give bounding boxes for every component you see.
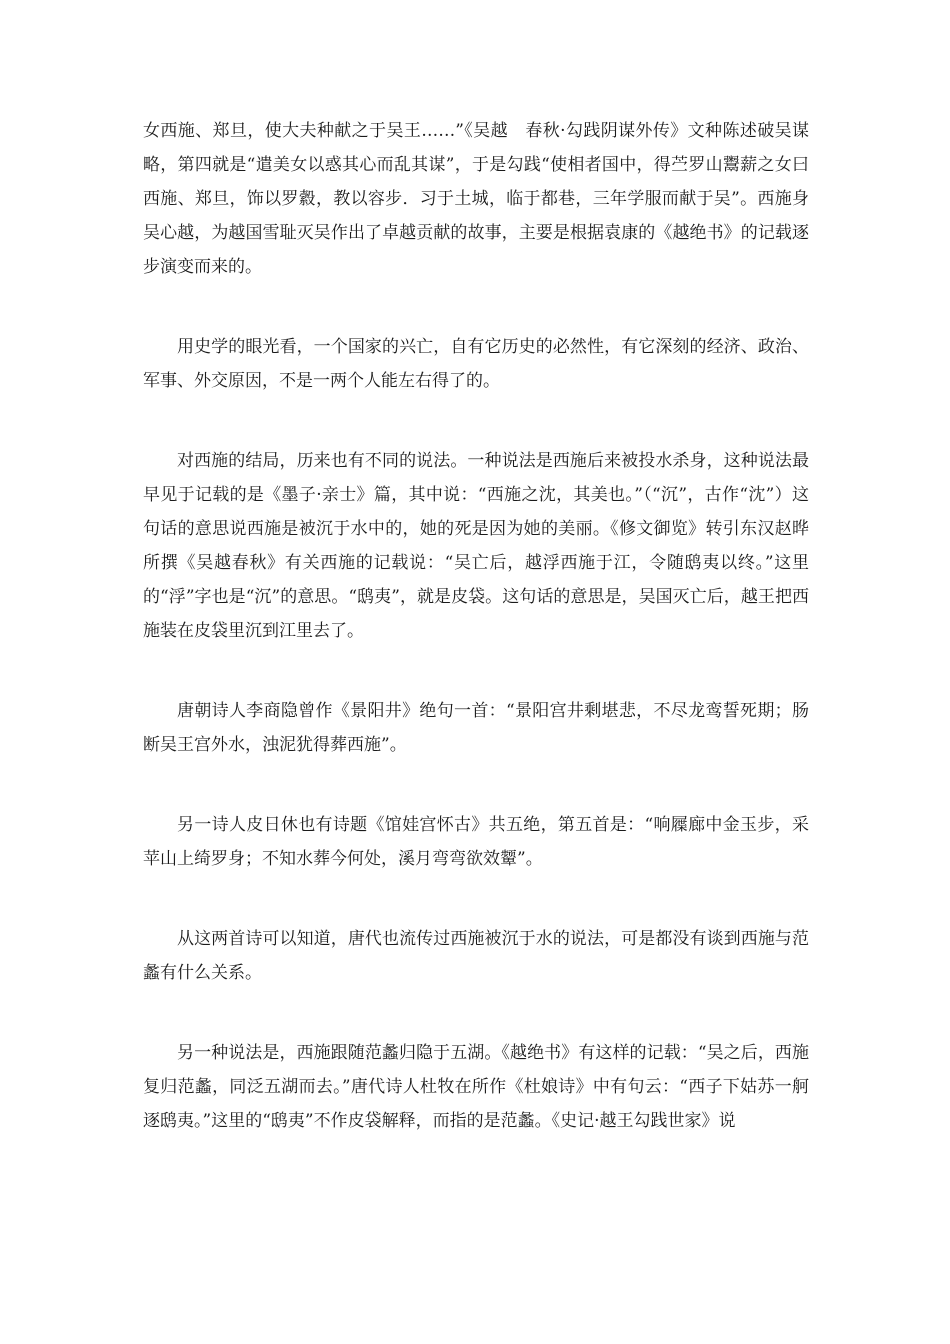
paragraph-2: 用史学的眼光看，一个国家的兴亡，自有它历史的必然性，有它深刻的经济、政治、军事、外交原因，不是一两个人能左右得了的。 — [143, 337, 809, 391]
paragraph-5: 另一诗人皮日休也有诗题《馆娃宫怀古》共五绝，第五首是：“响屧廊中金玉步，采苹山上绮罗身；不知水葬今何处，溪月弯弯欲效颦”。 — [143, 815, 809, 869]
document-body — [143, 114, 809, 1184]
paragraph-4: 唐朝诗人李商隐曾作《景阳井》绝句一首：“景阳宫井剩堪悲，不尽龙鸾誓死期；肠断吴王宫外水，浊泥犹得葬西施”。 — [143, 701, 809, 755]
paragraph-6: 从这两首诗可以知道，唐代也流传过西施被沉于水的说法，可是都没有谈到西施与范蠡有什么关系。 — [143, 929, 809, 983]
paragraph-7: 另一种说法是，西施跟随范蠡归隐于五湖。《越绝书》有这样的记载：“吴之后，西施复归范蠡，同泛五湖而去。”唐代诗人杜牧在所作《杜娘诗》中有句云：“西子下姑苏一舸逐鸱夷。”这里的“鸱夷”不作皮袋解释，而指的是范蠡。《史记·越王勾践世家》说 — [143, 1043, 809, 1131]
paragraph-3: 对西施的结局，历来也有不同的说法。一种说法是西施后来被投水杀身，这种说法最早见于记载的是《墨子·亲士》篇，其中说：“西施之沈，其美也。”（“沉”，古作“沈”）这句话的意思说西施是被沉于水中的，她的死是因为她的美丽。《修文御览》转引东汉赵晔所撰《吴越春秋》有关西施的记载说：“吴亡后，越浮西施于江，令随鸱夷以终。”这里的“浮”字也是“沉”的意思。“鸱夷”，就是皮袋。这句话的意思是，吴国灭亡后，越王把西施装在皮袋里沉到江里去了。 — [143, 451, 809, 641]
paragraph-1: 女西施、郑旦，使大夫种献之于吴王……”《吴越 春秋·勾践阴谋外传》文种陈述破吴谋略，第四就是“遣美女以惑其心而乱其谋”，于是勾践“使相者国中，得苎罗山鬻薪之女曰西施、郑旦，饰以罗縠，教以容步．习于土城，临于都巷，三年学服而献于吴”。西施身吴心越，为越国雪耻灭吴作出了卓越贡献的故事，主要是根据袁康的《越绝书》的记载逐步演变而来的。 — [143, 121, 809, 277]
